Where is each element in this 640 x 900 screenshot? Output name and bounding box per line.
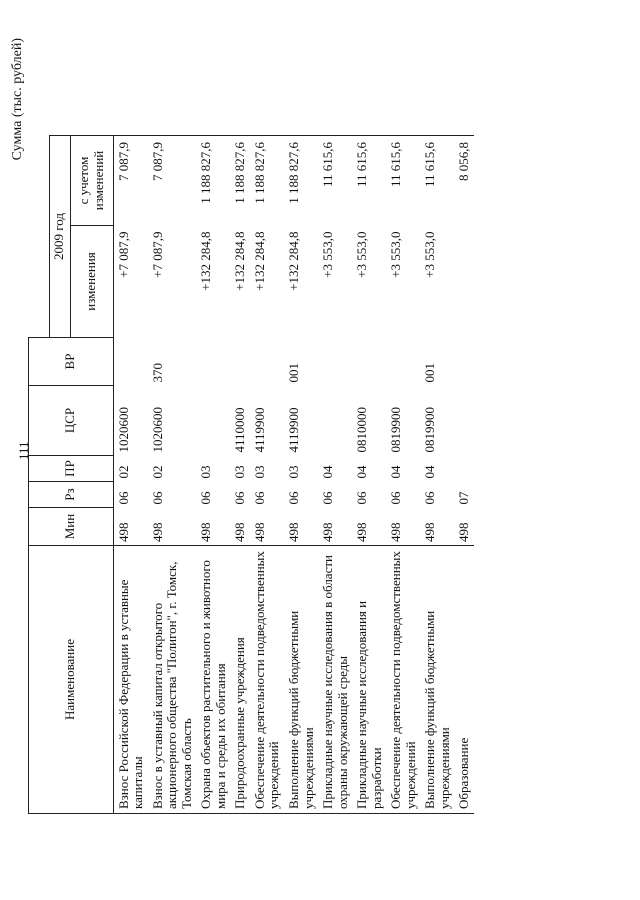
- row-csr: 1020600: [149, 407, 165, 453]
- table-row: [230, 136, 250, 814]
- row-total: 1 188 827,6: [284, 136, 318, 226]
- row-pr: 02: [149, 465, 165, 479]
- row-rz: 06: [285, 491, 301, 505]
- row-min: 498: [422, 522, 438, 542]
- header-rz: Рз: [29, 482, 114, 508]
- row-total: 7 087,9: [148, 136, 197, 226]
- row-vr: [250, 338, 284, 386]
- row-rz: 06: [232, 491, 248, 505]
- row-change: +132 284,8: [285, 231, 301, 291]
- row-csr: [318, 386, 352, 456]
- row-pr: [454, 456, 474, 482]
- row-change: +7 087,9: [149, 231, 165, 278]
- row-change: +3 553,0: [320, 231, 336, 278]
- row-rz: 06: [388, 491, 404, 505]
- row-name: Обеспечение деятельности подведомственных учреждений: [250, 546, 284, 814]
- table-row: [454, 136, 474, 814]
- row-name: Обеспечение деятельности подведомственных учреждений: [386, 546, 420, 814]
- row-name: Выполнение функций бюджетными учреждениями: [284, 546, 318, 814]
- row-csr: 1020600: [115, 407, 131, 453]
- row-csr: [454, 386, 474, 456]
- row-csr: 4110000: [232, 407, 248, 453]
- row-name: Природоохранные учреждения: [230, 546, 250, 814]
- row-change: +3 553,0: [388, 231, 404, 278]
- table-row: [318, 136, 352, 814]
- row-change: +132 284,8: [232, 231, 248, 291]
- row-pr: 02: [115, 465, 131, 479]
- header-csr: ЦСР: [29, 386, 114, 456]
- row-name: Взнос в уставный капитал открытого акционерного общества "Полигон", г. Томск, Томская область: [148, 546, 197, 814]
- row-pr: 04: [354, 465, 370, 479]
- row-total: 11 615,6: [420, 136, 454, 226]
- row-change: +3 553,0: [422, 231, 438, 278]
- row-pr: 03: [251, 465, 267, 479]
- row-pr: 03: [198, 465, 214, 479]
- header-with-changes: с учетом изменений: [70, 136, 113, 226]
- row-vr: [113, 338, 148, 386]
- row-csr: 0819900: [388, 407, 404, 453]
- table-row: [386, 136, 420, 814]
- row-min: 498: [251, 522, 267, 542]
- row-pr: 04: [320, 465, 336, 479]
- units-caption: Сумма (тыс. рублей): [10, 38, 25, 161]
- header-name: Наименование: [29, 546, 114, 814]
- row-csr: [196, 386, 230, 456]
- row-rz: 06: [422, 491, 438, 505]
- table-body: [113, 136, 474, 814]
- row-min: 498: [285, 522, 301, 542]
- row-name: Образование: [454, 546, 474, 814]
- budget-table: [28, 135, 474, 814]
- row-vr: 001: [285, 363, 301, 383]
- row-name: Охрана объектов растительного и животного мира и среды их обитания: [196, 546, 230, 814]
- row-csr: 4119900: [285, 407, 301, 453]
- row-total: 11 615,6: [318, 136, 352, 226]
- header-change: изменения: [70, 226, 113, 338]
- header-year: 2009 год: [49, 136, 70, 338]
- table-row: [148, 136, 197, 814]
- row-pr: 03: [285, 465, 301, 479]
- row-total: 1 188 827,6: [230, 136, 250, 226]
- page-number: 111: [16, 441, 31, 460]
- table-row: [352, 136, 386, 814]
- row-min: 498: [388, 522, 404, 542]
- row-total: 11 615,6: [352, 136, 386, 226]
- row-min: 498: [232, 522, 248, 542]
- row-vr: [196, 338, 230, 386]
- table-row: [113, 136, 148, 814]
- row-name: Прикладные научные исследования в области охраны окружающей среды: [318, 546, 352, 814]
- header-pr: ПР: [29, 456, 114, 482]
- row-vr: [352, 338, 386, 386]
- row-total: 1 188 827,6: [250, 136, 284, 226]
- row-vr: [386, 338, 420, 386]
- row-vr: 001: [422, 363, 438, 383]
- header-min: Мин: [29, 508, 114, 546]
- row-pr: 04: [422, 465, 438, 479]
- row-min: 498: [354, 522, 370, 542]
- row-total: 8 056,8: [454, 136, 474, 226]
- table-row: [420, 136, 454, 814]
- row-vr: [230, 338, 250, 386]
- table-row: [284, 136, 318, 814]
- row-rz: 06: [115, 491, 131, 505]
- row-name: Взнос Российской Федерации в уставные капиталы: [113, 546, 148, 814]
- row-vr: [318, 338, 352, 386]
- row-rz: 06: [354, 491, 370, 505]
- table-row: [196, 136, 230, 814]
- row-min: 498: [149, 522, 165, 542]
- row-vr: 370: [149, 363, 165, 383]
- row-total: 1 188 827,6: [196, 136, 230, 226]
- row-min: 498: [456, 522, 472, 542]
- row-total: 11 615,6: [386, 136, 420, 226]
- row-min: 498: [115, 522, 131, 542]
- row-rz: 06: [320, 491, 336, 505]
- row-csr: 0819900: [422, 407, 438, 453]
- row-change: +132 284,8: [198, 231, 214, 291]
- row-min: 498: [198, 522, 214, 542]
- table-row: [250, 136, 284, 814]
- row-name: Прикладные научные исследования и разработки: [352, 546, 386, 814]
- row-vr: [454, 338, 474, 386]
- header-sum-spacer: [29, 136, 50, 338]
- row-rz: 06: [149, 491, 165, 505]
- header-vr: ВР: [29, 338, 114, 386]
- row-change: +3 553,0: [354, 231, 370, 278]
- row-pr: 03: [232, 465, 248, 479]
- row-change: +7 087,9: [115, 231, 131, 278]
- row-csr: 4119900: [251, 407, 267, 453]
- row-rz: 06: [198, 491, 214, 505]
- row-total: 7 087,9: [113, 136, 148, 226]
- row-change: +132 284,8: [251, 231, 267, 291]
- row-csr: 0810000: [354, 407, 370, 453]
- row-min: 498: [320, 522, 336, 542]
- row-rz: 07: [456, 491, 472, 505]
- row-pr: 04: [388, 465, 404, 479]
- row-rz: 06: [251, 491, 267, 505]
- row-change: [454, 226, 474, 338]
- row-name: Выполнение функций бюджетными учреждениями: [420, 546, 454, 814]
